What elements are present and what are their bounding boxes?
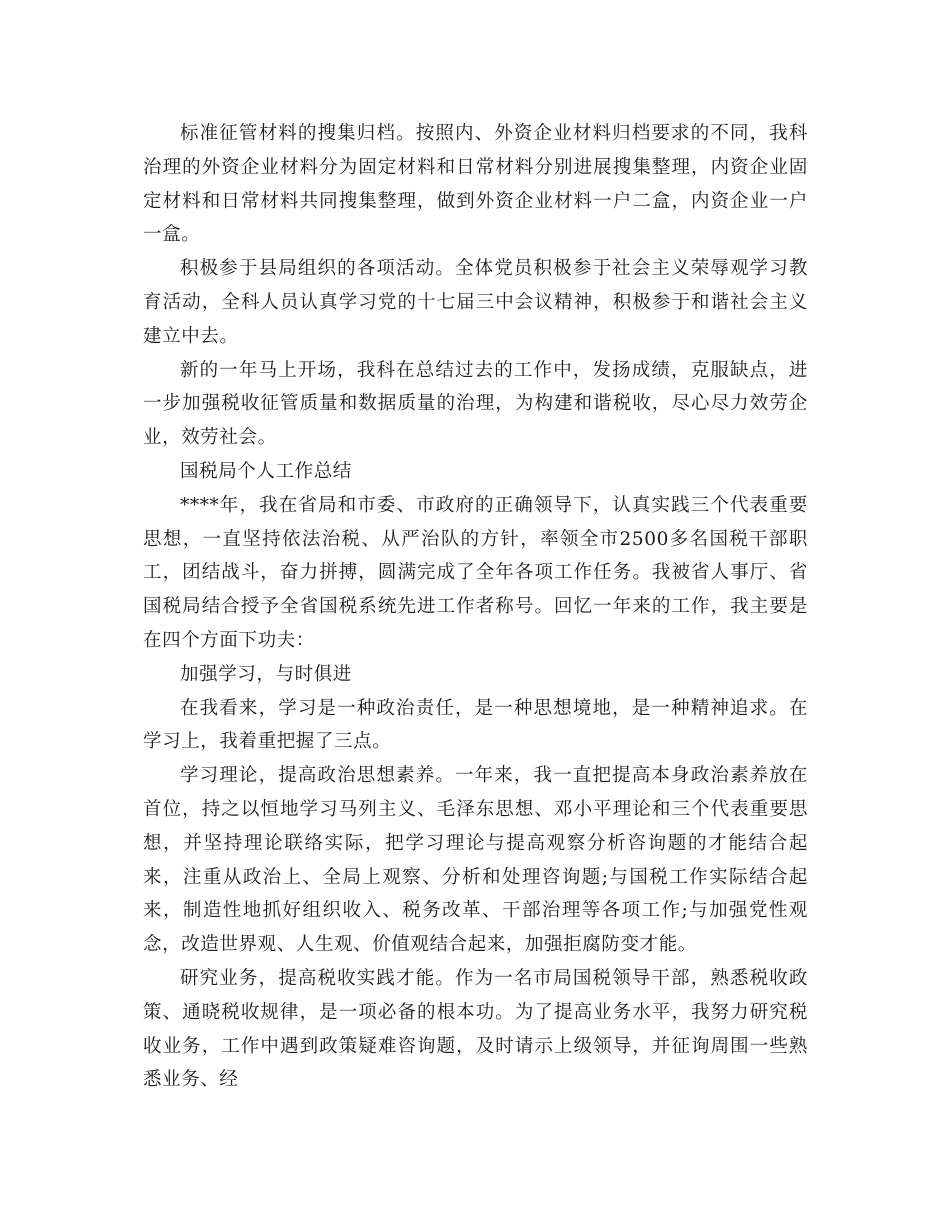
- paragraph-business: 研究业务，提高税收实践才能。作为一名市局国税领导干部，熟悉税收政策、通晓税收规律，是一项必备的根本功。为了提高业务水平，我努力研究税收业务，工作中遇到政策疑难咨询题，及时请示上级领导，并征询周围一些熟悉业务、经: [143, 967, 808, 1091]
- section-title: 国税局个人工作总结: [180, 460, 352, 482]
- paragraph-activities: 积极参于县局组织的各项活动。全体党员积极参于社会主义荣辱观学习教育活动，全科人员认真学习党的十七届三中会议精神，积极参于和谐社会主义建立中去。: [143, 258, 808, 347]
- paragraph-new-year: 新的一年马上开场，我科在总结过去的工作中，发扬成绩，克服缺点，进一步加强税收征管质量和数据质量的治理，为构建和谐税收，尽心尽力效劳企业，效劳社会。: [143, 359, 808, 449]
- paragraph-study-view: 在我看来，学习是一种政治责任，是一种思想境地，是一种精神追求。在学习上，我着重把握了三点。: [143, 697, 808, 753]
- paragraph-archiving: 标准征管材料的搜集归档。按照内、外资企业材料归档要求的不同，我科治理的外资企业材料分为固定材料和日常材料分别进展搜集整理，内资企业固定材料和日常材料共同搜集整理，做到外资企业材料一户二盒，内资企业一户一盒。: [143, 123, 808, 246]
- paragraph-theory: 学习理论，提高政治思想素养。一年来，我一直把提高本身政治素养放在首位，持之以恒地学习马列主义、毛泽东思想、邓小平理论和三个代表重要思想，并坚持理论联络实际，把学习理论与提高观察分析咨询题的才能结合起来，注重从政治上、全局上观察、分析和处理咨询题;与国税工作实际结合起来，制造性地抓好组织收入、税务改革、干部治理等各项工作;与加强党性观念，改造世界观、人生观、价值观结合起来，加强拒腐防变才能。: [143, 765, 808, 956]
- document-page: [143, 117, 808, 1097]
- section-heading-study: 加强学习，与时俱进: [180, 663, 352, 685]
- paragraph-intro: ****年，我在省局和市委、市政府的正确领导下，认真实践三个代表重要思想，一直坚持依法治税、从严治队的方针，率领全市2500多名国税干部职工，团结战斗，奋力拼搏，圆满完成了全年各项工作任务。我被省人事厅、省国税局结合授予全省国税系统先进工作者称号。回忆一年来的工作，我主要是在四个方面下功夫：: [143, 494, 808, 651]
